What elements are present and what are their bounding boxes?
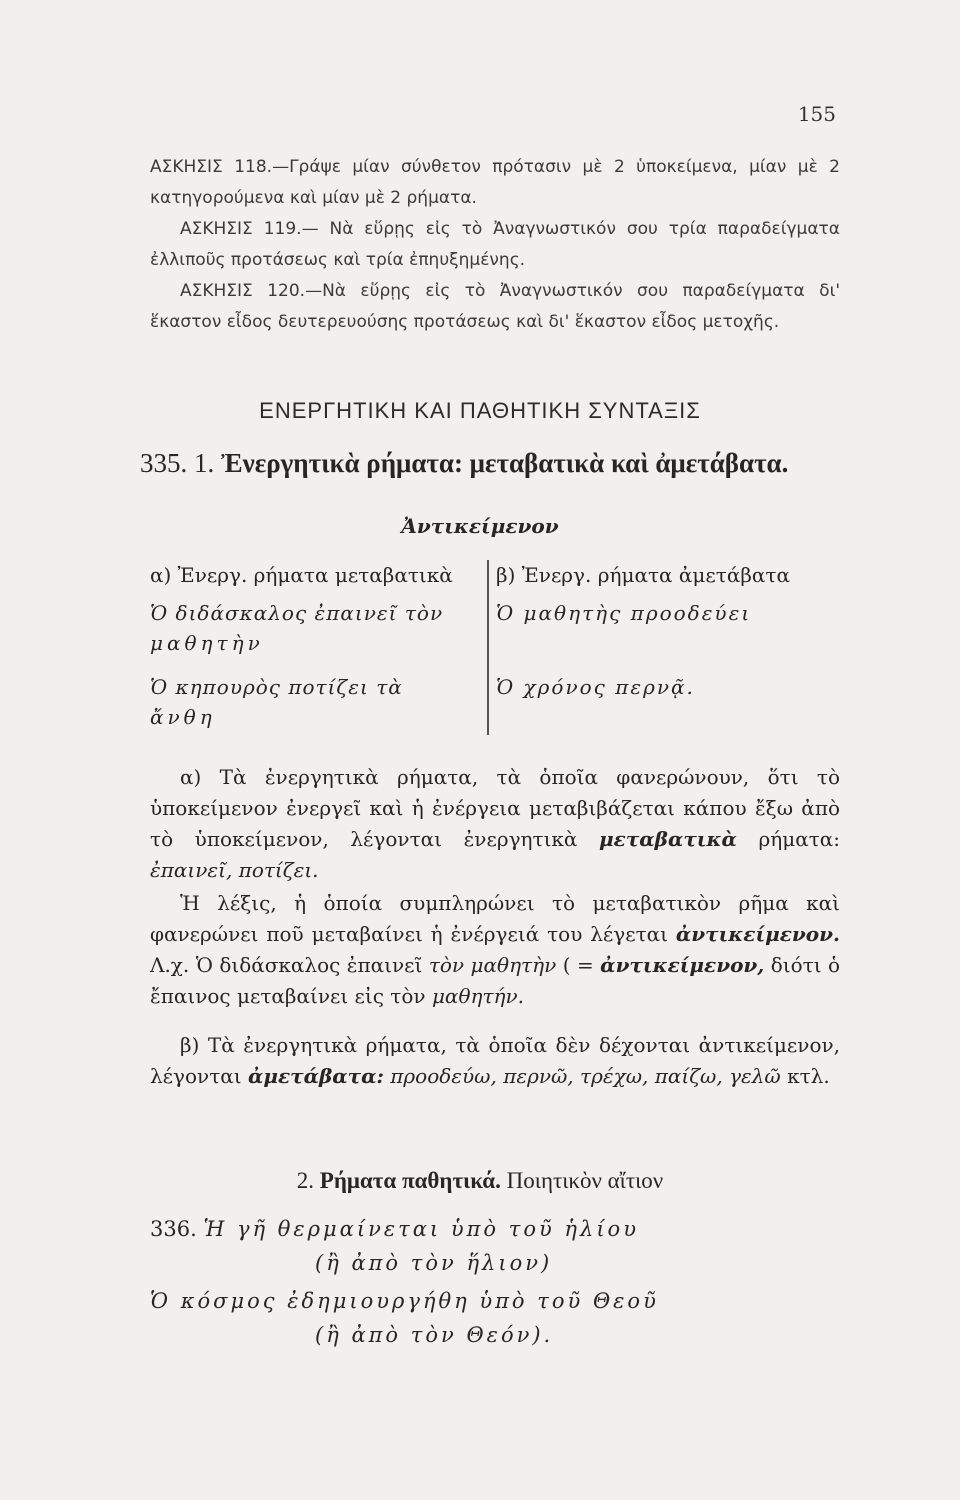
exercise-text: — Νὰ εὕρῃς εἰς τὸ Ἀναγνωστικόν σου τρία παραδείγματα ἐλλιποῦς προτάσεως καὶ τρία ἐπηυξημένης. bbox=[150, 219, 840, 270]
exercise-118 bbox=[150, 152, 840, 214]
paragraph-a bbox=[150, 762, 840, 886]
example-line: μαθητὴν bbox=[150, 631, 264, 655]
column-divider bbox=[487, 560, 489, 735]
example-line: Ὁ μαθητὴς προοδεύει bbox=[496, 601, 752, 625]
column-heading: β) Ἐνεργ. ρήματα ἀμετάβατα bbox=[496, 563, 790, 587]
italic-example: μαθητήν. bbox=[431, 984, 525, 1008]
exercise-120 bbox=[150, 276, 840, 338]
transitive-column bbox=[150, 560, 485, 732]
intransitive-column bbox=[496, 560, 841, 702]
example-line: (ἢ ἀπὸ τὸν Θεόν). bbox=[315, 1323, 554, 1347]
subsection-subtitle: Ποιητικὸν αἴτιον bbox=[506, 1168, 664, 1193]
text: διότι ὁ ἔπαινος μεταβαίνει εἰς τὸν bbox=[150, 953, 841, 1008]
text: κτλ. bbox=[787, 1064, 830, 1088]
bold-term: ἀμετάβατα: bbox=[247, 1064, 384, 1088]
object-label: Ἀντικείμενον bbox=[401, 514, 559, 538]
italic-example: προοδεύω, περνῶ, τρέχω, παίζω, γελῶ bbox=[390, 1064, 781, 1088]
section-number: 336. bbox=[150, 1217, 197, 1241]
exercise-label: ΑΣΚΗΣΙΣ 119. bbox=[180, 219, 302, 239]
italic-example: ἐπαινεῖ, ποτίζει. bbox=[150, 858, 319, 882]
subsection-title: Ρήματα παθητικά. bbox=[319, 1168, 501, 1193]
bold-term: ἀντικείμενον. bbox=[675, 922, 840, 946]
section-335-heading bbox=[140, 448, 788, 479]
subsection-number: 2. bbox=[296, 1168, 315, 1193]
example-line: Ὁ κηπουρὸς ποτίζει τὰ bbox=[150, 675, 403, 699]
bold-term: ἀντικείμενον, bbox=[600, 953, 765, 977]
page-number: 155 bbox=[797, 102, 836, 126]
text: α) Τὰ ἐνεργητικὰ ρήματα, τὰ ὁποῖα φανερώνουν, ὅτι τὸ ὑποκείμενον ἐνεργεῖ καὶ ἡ ἐνέργεια μεταβιβάζεται κάπου ἔξω ἀπὸ τὸ ὑποκείμενον, λέγονται ἐνεργητικὰ bbox=[150, 765, 840, 851]
example-line: ἄνθη bbox=[150, 705, 216, 729]
text: Ἡ λέξις, ἡ ὁποία συμπληρώνει τὸ μεταβατικὸν ρῆμα καὶ φανερώνει ποῦ μεταβαίνει ἡ ἐνέργειά του λέγεται bbox=[150, 891, 840, 946]
text: Λ.χ. Ὁ διδάσκαλος ἐπαινεῖ bbox=[150, 953, 423, 977]
example-line: Ὁ διδάσκαλος ἐπαινεῖ τὸν bbox=[150, 601, 444, 625]
section-heading: ΕΝΕΡΓΗΤΙΚΗ ΚΑΙ ΠΑΘΗΤΙΚΗ ΣΥΝΤΑΞΙΣ bbox=[259, 398, 701, 423]
example-line: Ὁ χρόνος περνᾷ. bbox=[496, 675, 695, 699]
exercise-label: ΑΣΚΗΣΙΣ 118. bbox=[150, 157, 273, 177]
exercise-119 bbox=[150, 214, 840, 276]
italic-example: Ἡ γῆ θερμαίνεται ὑπὸ τοῦ ἡλίου bbox=[203, 1217, 639, 1241]
example-line: Ὁ κόσμος ἐδημιουργήθη ὑπὸ τοῦ Θεοῦ bbox=[150, 1289, 659, 1313]
section-336 bbox=[150, 1212, 840, 1352]
text: ( = bbox=[562, 953, 594, 977]
column-heading: α) Ἐνεργ. ρήματα μεταβατικὰ bbox=[150, 563, 453, 587]
subsection-2-heading bbox=[0, 1168, 960, 1194]
text: β) Τὰ ἐνεργητικὰ ρήματα, τὰ ὁποῖα δὲν δέχονται ἀντικείμενον, λέγονται bbox=[150, 1033, 840, 1088]
section-title: Ἐνεργητικὰ ρήματα: μεταβατικὰ καὶ ἀμετάβατα. bbox=[221, 448, 789, 478]
exercise-label: ΑΣΚΗΣΙΣ 120. bbox=[180, 281, 306, 301]
bold-term: μεταβατικὰ bbox=[599, 827, 737, 851]
exercise-text: —Νὰ εὕρῃς εἰς τὸ Ἀναγνωστικόν σου παραδείγματα δι' ἕκαστον εἶδος δευτερευούσης προτάσεως καὶ δι' ἕκαστον εἶδος μετοχῆς. bbox=[150, 281, 840, 332]
example-line: (ἢ ἀπὸ τὸν ἥλιον) bbox=[315, 1251, 553, 1275]
section-number: 335. 1. bbox=[140, 448, 215, 478]
text: ρήματα: bbox=[758, 827, 841, 851]
exercise-text: —Γράψε μίαν σύνθετον πρότασιν μὲ 2 ὑποκείμενα, μίαν μὲ 2 κατηγορούμενα καὶ μίαν μὲ 2 ρήματα. bbox=[150, 157, 840, 208]
italic-example: τὸν μαθητὴν bbox=[428, 953, 557, 977]
example-line bbox=[150, 1212, 840, 1246]
paragraph-b bbox=[150, 1030, 840, 1092]
paragraph-lexis bbox=[150, 888, 840, 1012]
